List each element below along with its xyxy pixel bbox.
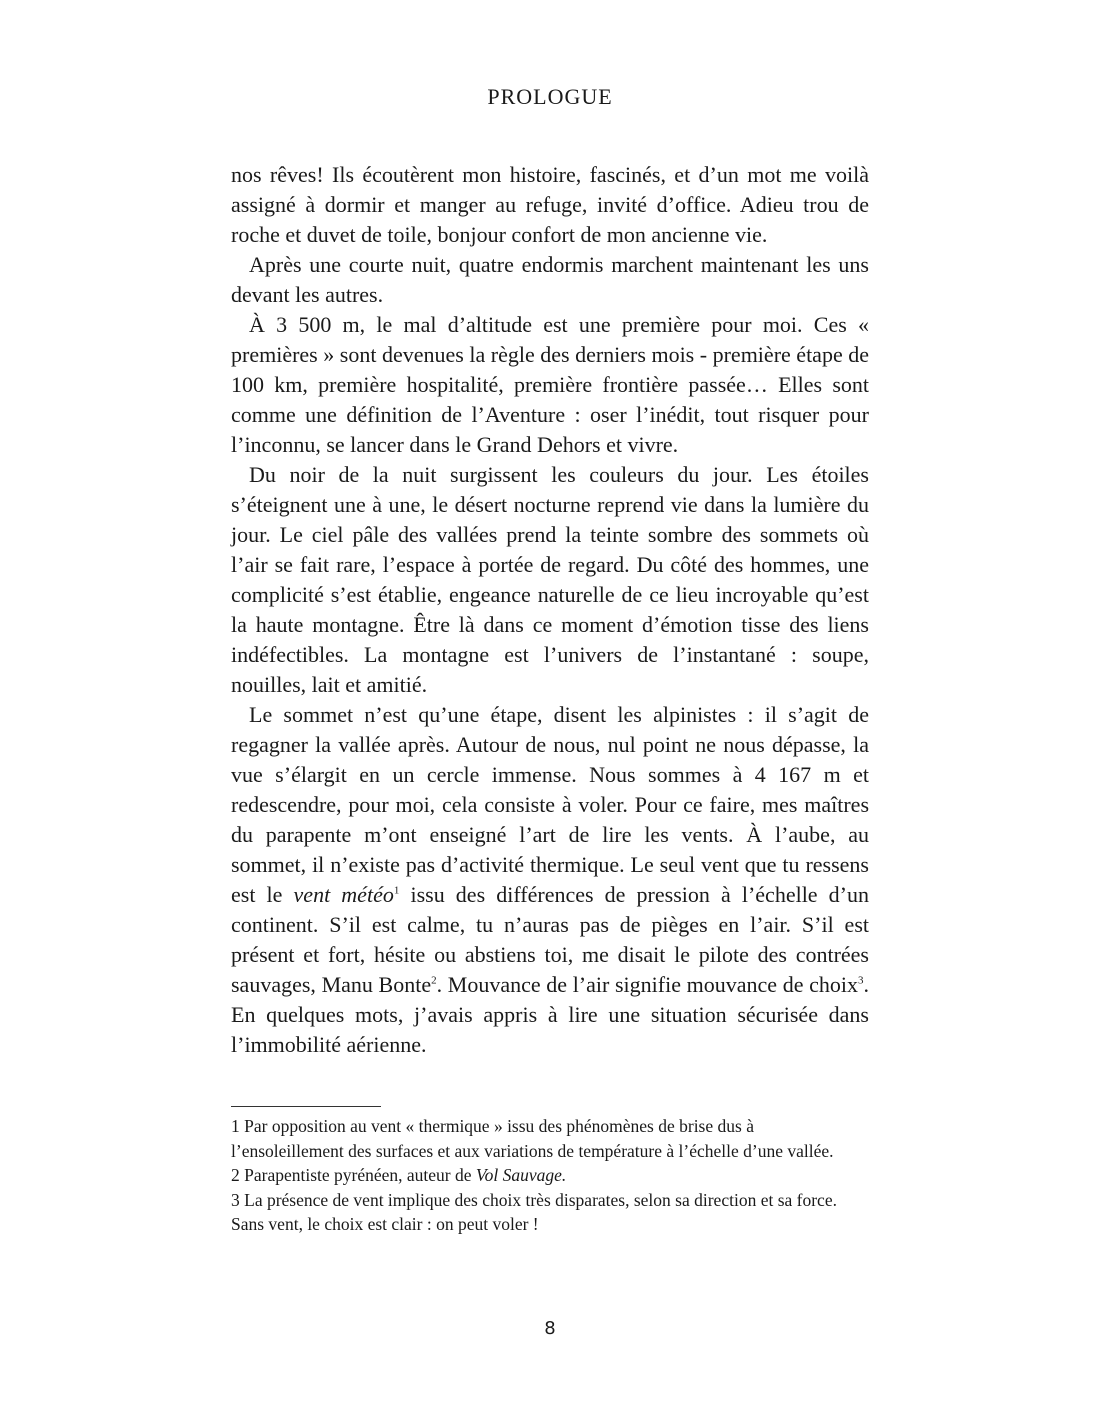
footnote-separator <box>231 1106 381 1107</box>
text-run: . Mouvance de l’air signifie mouvance de choix <box>436 972 858 997</box>
paragraph: À 3 500 m, le mal d’altitude est une première pour moi. Ces « premières » sont devenues la règle des derniers mois - première étape de 100 km, première hospitalité, première frontière passée… Elles sont comme une définition de l’Aventure : oser l’inédit, tout risquer pour l’inconnu, se lancer dans le Grand Dehors et vivre. <box>231 312 869 457</box>
text-run: Le sommet n’est qu’une étape, disent les alpinistes : il s’agit de regagner la vallée après. Autour de nous, nul point ne nous dépasse, la vue s’élargit en un cercle immense. Nous sommes à 4 167 m et redescendre, pour moi, cela consiste à voler. Pour ce faire, mes maîtres du parapente m’ont enseigné l’art de lire les vents. À l’aube, au sommet, il n’existe pas d’activité thermique. Le seul vent que tu ressens est le <box>231 702 869 907</box>
footnote-3: 3 La présence de vent implique des choix très disparates, selon sa direction et sa force. Sans vent, le choix est clair : on peut voler ! <box>231 1189 837 1234</box>
footnote-2 <box>231 1163 871 1188</box>
text-run: issu des différences de pression à l’échelle d’un continent. S’il est calme, tu n’auras pas de pièges en l’air. S’il est présent et fort, hésite ou abstiens toi, me disait le pilote des contrées sauvages, Manu Bonte <box>231 882 870 997</box>
footnote-1: 1 Par opposition au vent « thermique » issu des phénomènes de brise dus à l’ensoleillement des surfaces et aux variations de température à l’échelle d’une vallée. <box>231 1116 834 1161</box>
main-text <box>231 160 869 1060</box>
text-run: . En quelques mots, j’avais appris à lire une situation sécurisée dans l’immobilité aérienne. <box>231 972 869 1057</box>
footnote-ref-3[interactable]: 3 <box>858 974 864 987</box>
running-header: PROLOGUE <box>487 84 613 109</box>
text-run: 2 Parapentiste pyrénéen, auteur de <box>231 1165 476 1185</box>
paragraph <box>231 700 869 1060</box>
italic-term: vent météo <box>293 882 394 907</box>
footnote-ref-2[interactable]: 2 <box>431 974 437 987</box>
footnotes <box>231 1114 871 1237</box>
paragraph: nos rêves! Ils écoutèrent mon histoire, fascinés, et d’un mot me voilà assigné à dormir et manger au refuge, invité d’office. Adieu trou de roche et duvet de toile, bonjour confort de mon ancienne vie. <box>231 162 869 247</box>
paragraph: Après une courte nuit, quatre endormis marchent maintenant les uns devant les autres. <box>231 252 869 307</box>
page-number: 8 <box>544 1318 556 1339</box>
paragraph: Du noir de la nuit surgissent les couleurs du jour. Les étoiles s’éteignent une à une, le désert nocturne reprend vie dans la lumière du jour. Le ciel pâle des vallées prend la teinte sombre des sommets où l’air se fait rare, l’espace à portée de regard. Du côté des hommes, une complicité s’est établie, engeance naturelle de ce lieu incroyable qu’est la haute montagne. Être là dans ce moment d’émotion tisse des liens indéfectibles. La montagne est l’univers de l’instantané : soupe, nouilles, lait et amitié. <box>231 462 869 697</box>
book-title: Vol Sauvage. <box>475 1165 567 1185</box>
footnote-ref-1[interactable]: 1 <box>393 884 400 897</box>
